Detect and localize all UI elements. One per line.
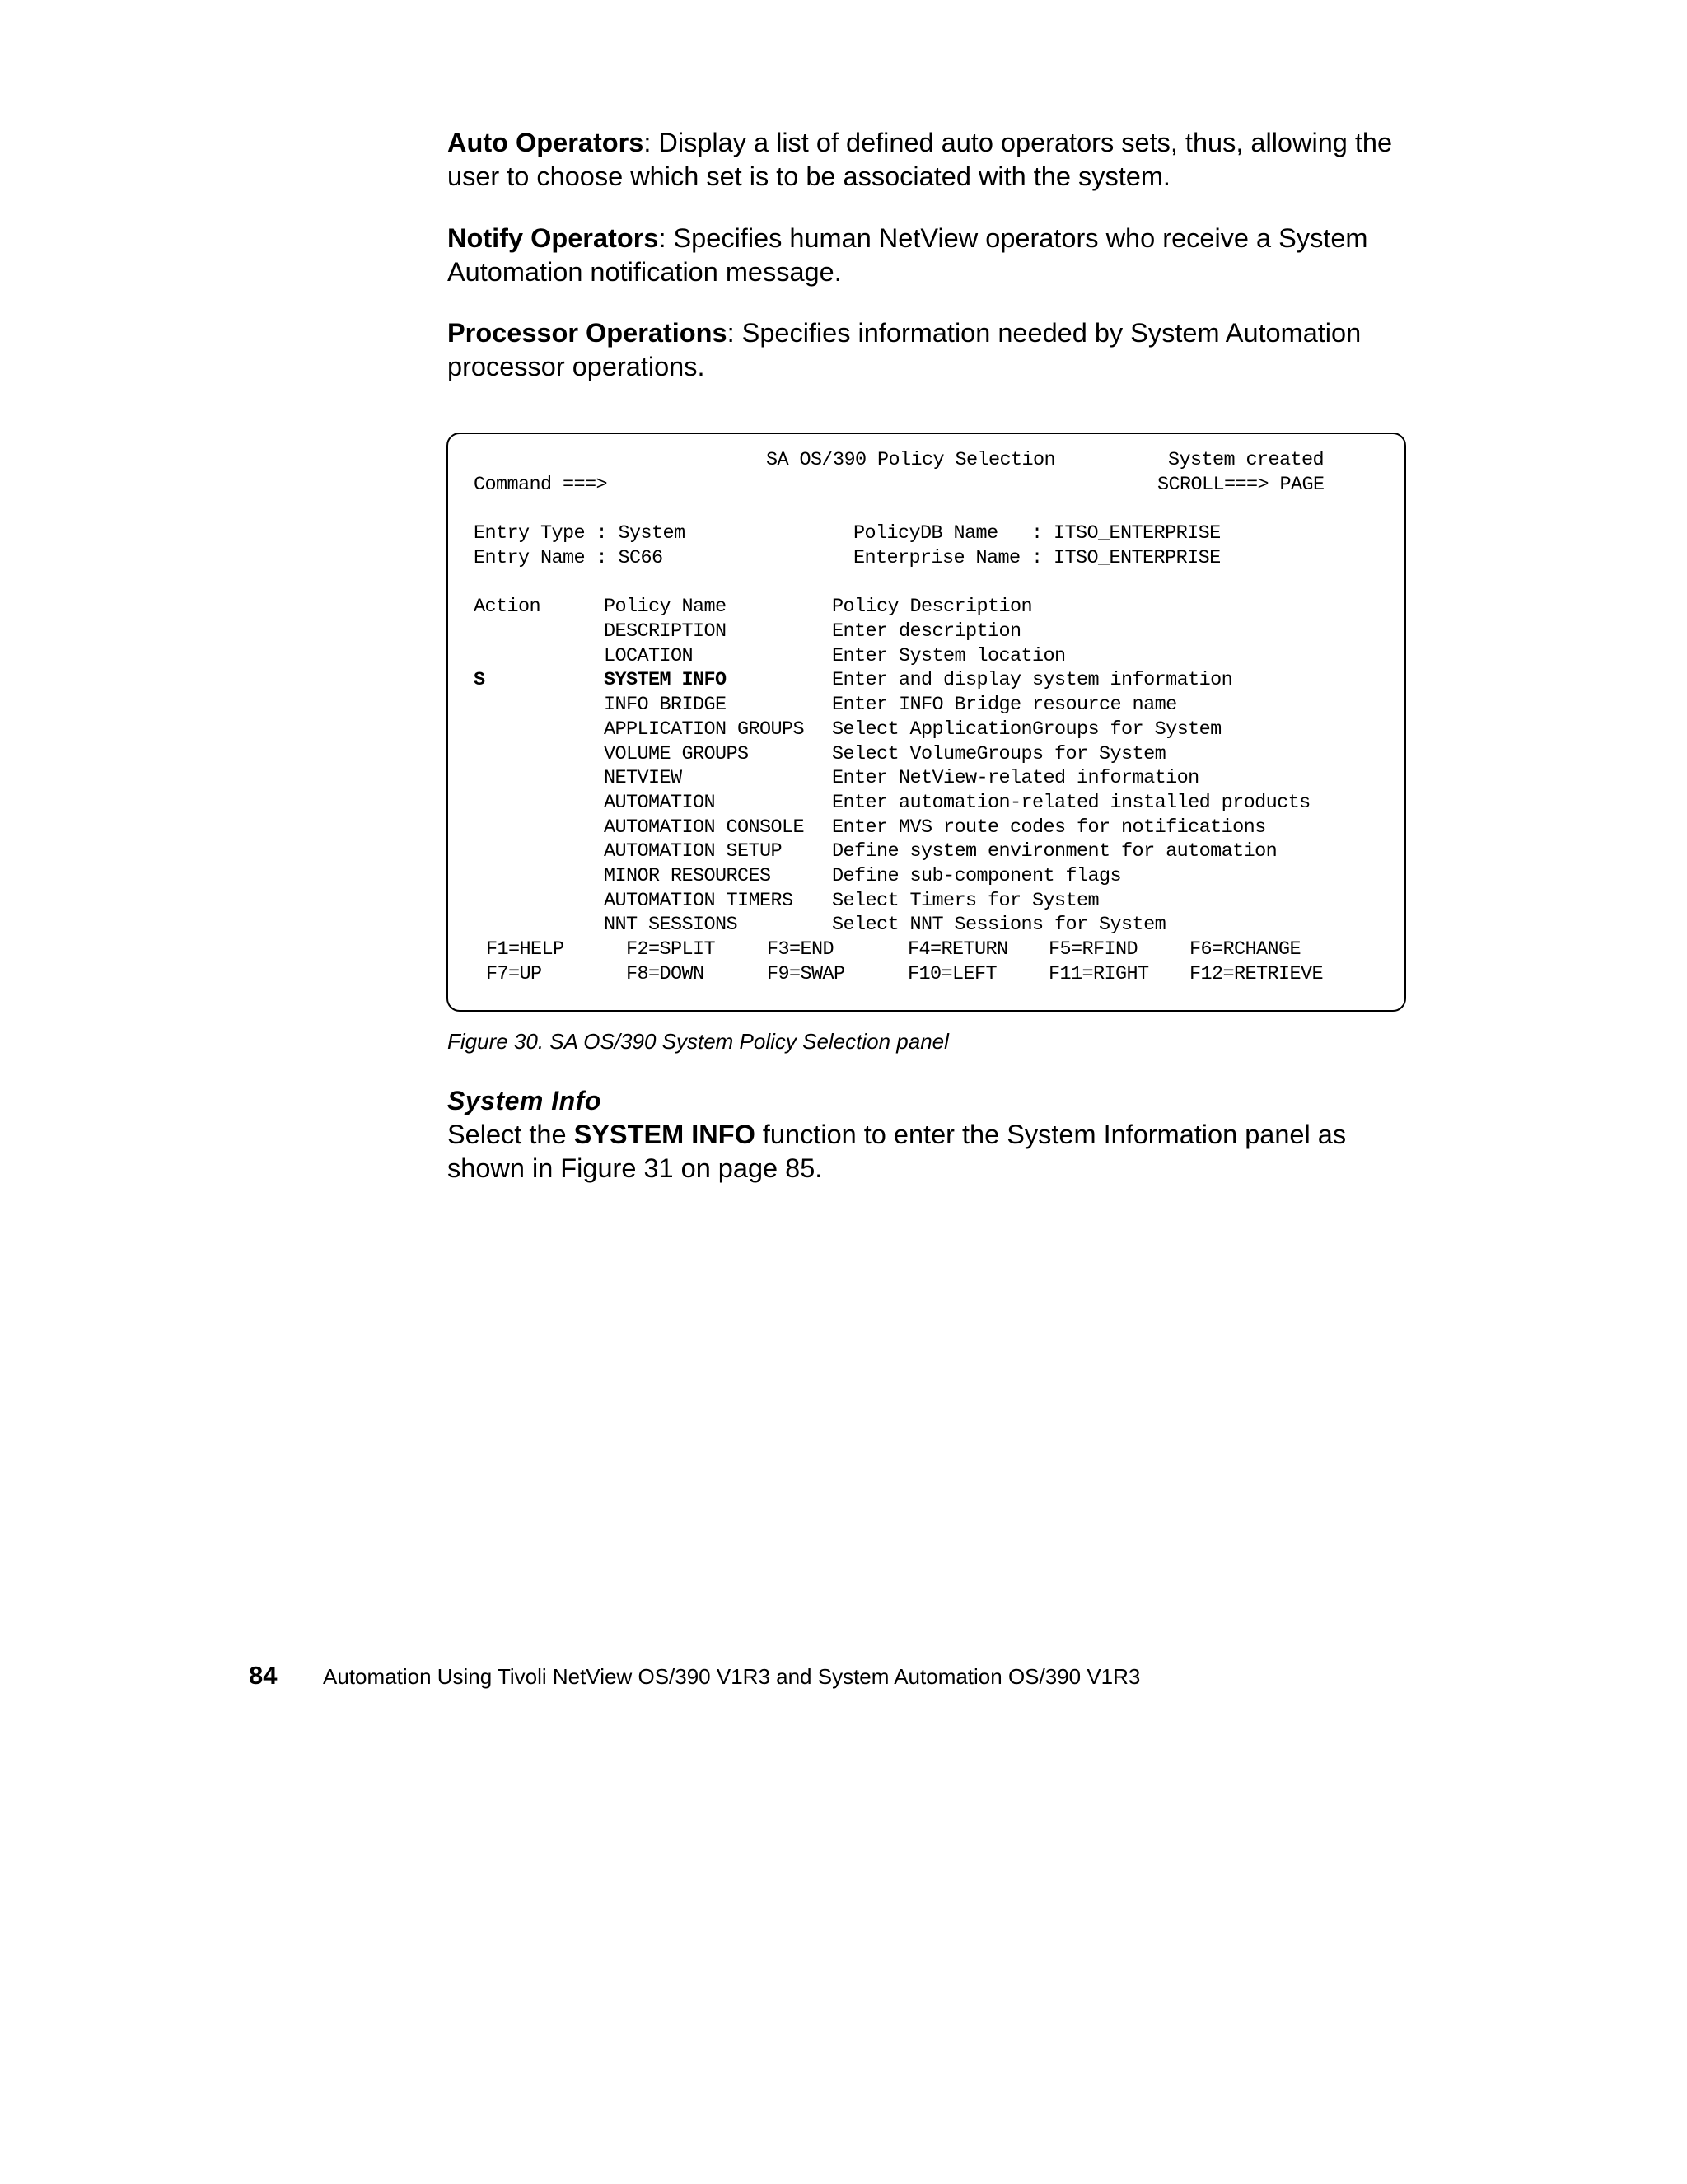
figure-caption: Figure 30. SA OS/390 System Policy Selection panel	[447, 1029, 949, 1054]
command-label: Command ===>	[474, 474, 608, 496]
section-paragraph	[447, 1118, 1419, 1186]
row-policy-name: APPLICATION GROUPS	[604, 718, 805, 741]
scroll-label: SCROLL===> PAGE	[1157, 474, 1325, 496]
row-policy-description: Select ApplicationGroups for System	[832, 718, 1222, 741]
row-policy-description: Define system environment for automation	[832, 840, 1278, 863]
auto-operators-text: : Display a list of defined auto operators sets, thus, allowing the user to choose which set is to be associated with the system.	[447, 128, 1393, 191]
policy-description-header: Policy Description	[832, 596, 1033, 618]
function-key[interactable]: F3=END	[767, 938, 834, 961]
row-policy-description: Enter automation-related installed products	[832, 791, 1311, 814]
entry-name: Entry Name : SC66	[474, 547, 663, 569]
function-key[interactable]: F1=HELP	[486, 938, 564, 961]
entry-type: Entry Type : System	[474, 522, 685, 545]
row-policy-description: Define sub-component flags	[832, 865, 1122, 887]
row-policy-description: Enter MVS route codes for notifications	[832, 816, 1266, 839]
notify-operators-text: : Specifies human NetView operators who receive a System Automation notification message.	[447, 223, 1368, 287]
notify-operators-paragraph	[447, 222, 1419, 289]
function-key[interactable]: F6=RCHANGE	[1189, 938, 1301, 961]
row-policy-name: AUTOMATION SETUP	[604, 840, 783, 863]
panel-status: System created	[1168, 449, 1325, 471]
row-policy-name: DESCRIPTION	[604, 620, 727, 643]
function-key[interactable]: F7=UP	[486, 963, 542, 985]
row-policy-description: Enter NetView-related information	[832, 767, 1199, 790]
row-policy-name: SYSTEM INFO	[604, 669, 727, 692]
row-policy-name: INFO BRIDGE	[604, 694, 727, 717]
action-header: Action	[474, 596, 541, 618]
row-policy-description: Enter description	[832, 620, 1021, 643]
section-heading: System Info	[447, 1086, 601, 1115]
row-action-field[interactable]: S	[474, 669, 485, 692]
section-bold-term: SYSTEM INFO	[573, 1120, 755, 1149]
function-key[interactable]: F12=RETRIEVE	[1189, 963, 1324, 985]
function-key[interactable]: F4=RETURN	[908, 938, 1008, 961]
row-policy-name: AUTOMATION	[604, 791, 716, 814]
policydb-name: PolicyDB Name : ITSO_ENTERPRISE	[853, 522, 1221, 545]
footer-title: Automation Using Tivoli NetView OS/390 V1R3 and System Automation OS/390 V1R3	[323, 1664, 1141, 1689]
function-key[interactable]: F9=SWAP	[767, 963, 845, 985]
function-key[interactable]: F2=SPLIT	[626, 938, 716, 961]
row-policy-name: AUTOMATION TIMERS	[604, 889, 793, 912]
panel-title: SA OS/390 Policy Selection	[766, 449, 1056, 471]
enterprise-name: Enterprise Name : ITSO_ENTERPRISE	[853, 547, 1221, 569]
function-key[interactable]: F5=RFIND	[1049, 938, 1138, 961]
processor-operations-term: Processor Operations	[447, 318, 727, 348]
row-policy-name: NETVIEW	[604, 767, 682, 790]
row-policy-description: Select Timers for System	[832, 889, 1100, 912]
row-policy-description: Select VolumeGroups for System	[832, 742, 1166, 765]
row-policy-name: LOCATION	[604, 644, 694, 667]
row-policy-description: Enter INFO Bridge resource name	[832, 694, 1177, 717]
function-key[interactable]: F11=RIGHT	[1049, 963, 1149, 985]
processor-operations-paragraph	[447, 316, 1419, 384]
notify-operators-term: Notify Operators	[447, 223, 659, 253]
row-policy-description: Enter and display system information	[832, 669, 1233, 692]
processor-operations-text: : Specifies information needed by System Automation processor operations.	[447, 318, 1362, 381]
function-key[interactable]: F8=DOWN	[626, 963, 704, 985]
row-policy-name: VOLUME GROUPS	[604, 742, 749, 765]
row-policy-description: Enter System location	[832, 644, 1066, 667]
row-policy-name: AUTOMATION CONSOLE	[604, 816, 805, 839]
row-policy-name: NNT SESSIONS	[604, 914, 738, 937]
auto-operators-paragraph	[447, 126, 1419, 194]
row-policy-name: MINOR RESOURCES	[604, 865, 771, 887]
function-key[interactable]: F10=LEFT	[908, 963, 998, 985]
section-text-after: function to enter the System Information panel as shown in Figure 31 on page 85.	[447, 1120, 1347, 1183]
row-policy-description: Select NNT Sessions for System	[832, 914, 1166, 937]
page-number: 84	[249, 1661, 278, 1690]
auto-operators-term: Auto Operators	[447, 128, 644, 157]
policy-name-header: Policy Name	[604, 596, 727, 618]
section-text-before: Select the	[447, 1120, 574, 1149]
